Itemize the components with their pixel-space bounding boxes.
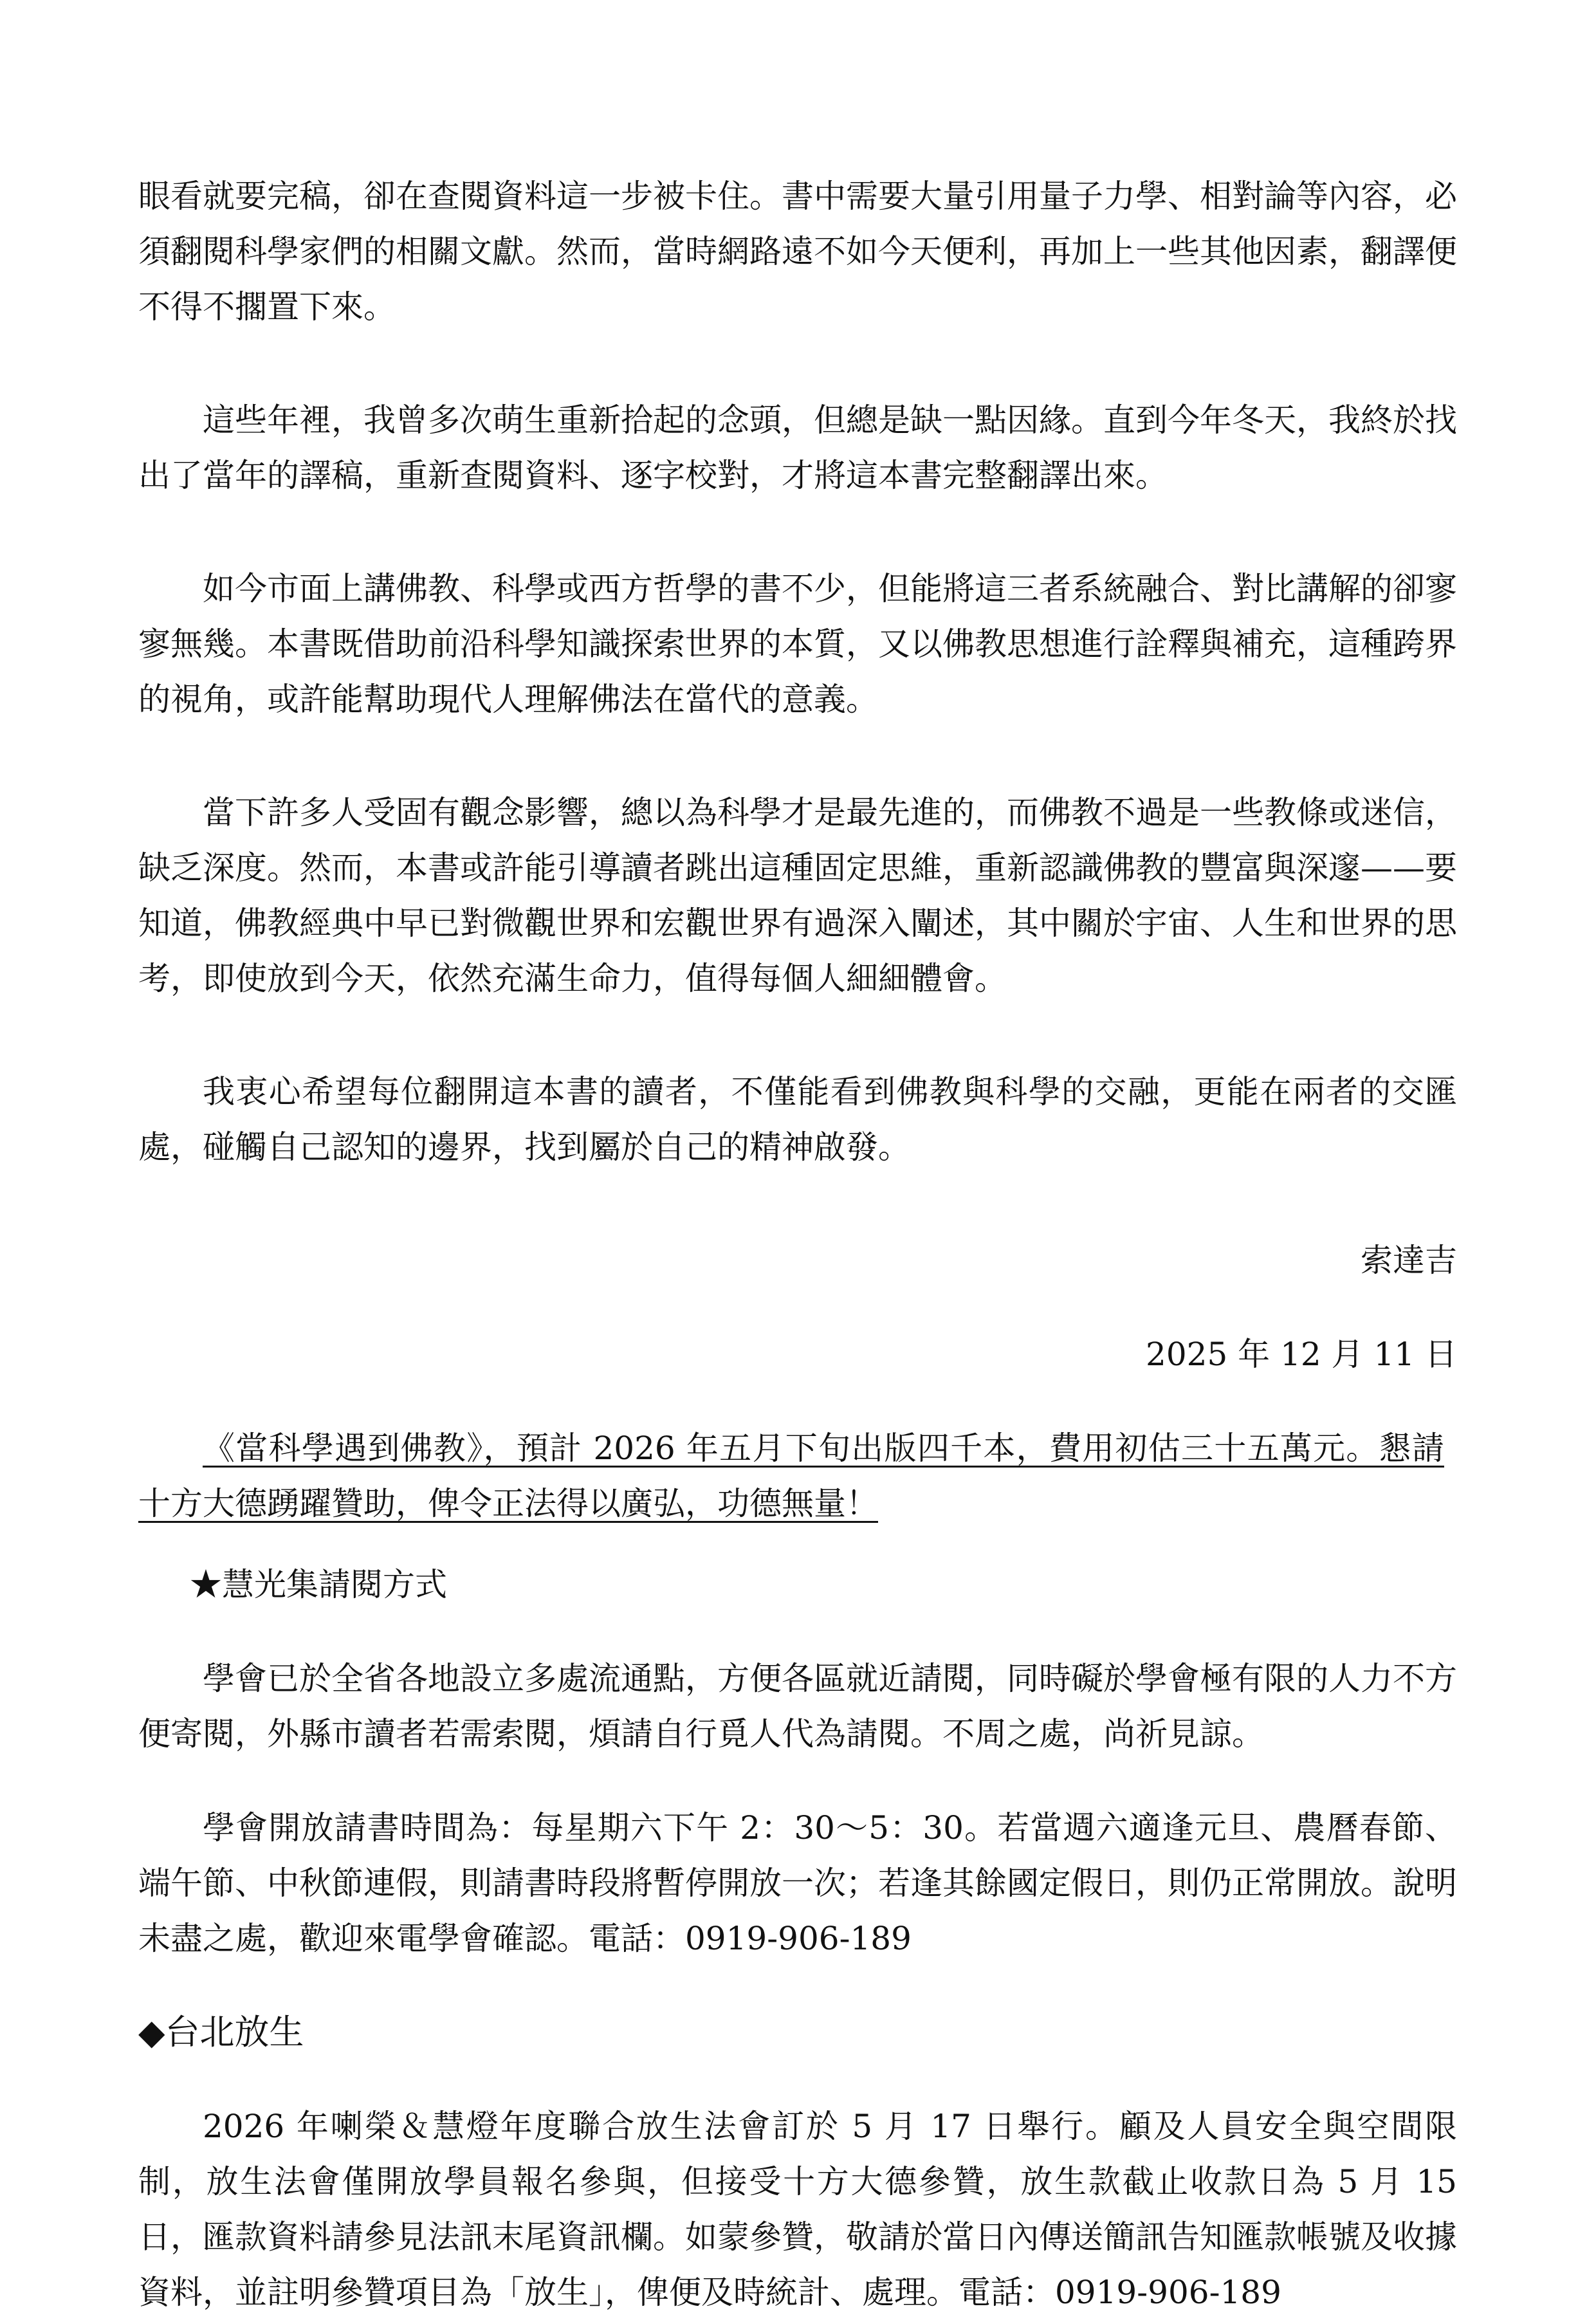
document-page — [138, 169, 1457, 2320]
paragraph-2: 這些年裡，我曾多次萌生重新拾起的念頭，但總是缺一點因緣。直到今年冬天，我終於找出了當年的譯稿，重新查閱資料、逐字校對，才將這本書完整翻譯出來。 — [138, 401, 1457, 494]
section-heading-taipei-release: ◆台北放生 — [138, 2012, 304, 2052]
paragraph-5: 我衷心希望每位翻開這本書的讀者，不僅能看到佛教與科學的交融，更能在兩者的交匯處，碰觸自己認知的邊界，找到屬於自己的精神啟發。 — [138, 1073, 1457, 1166]
publication-notice: 《當科學遇到佛教》，預計 2026 年五月下旬出版四千本，費用初估三十五萬元。懇請十方大德踴躍贊助，俾令正法得以廣弘，功德無量！ — [138, 1430, 1444, 1522]
reading-method-paragraph-1: 學會已於全省各地設立多處流通點，方便各區就近請閱，同時礙於學會極有限的人力不方便寄閱，外縣市讀者若需索閱，煩請自行覓人代為請閱。不周之處，尚祈見諒。 — [138, 1660, 1457, 1753]
date-line: 2025 年 12 月 11 日 — [1146, 1336, 1457, 1373]
reading-method-paragraph-2: 學會開放請書時間為：每星期六下午 2：30～5：30。若當週六適逢元旦、農曆春節、端午節、中秋節連假，則請書時段將暫停開放一次；若逢其餘國定假日，則仍正常開放。說明未盡之處，歡迎來電學會確認。電話：0919-906-189 — [138, 1809, 1457, 1957]
taipei-release-paragraph: 2026 年喇榮＆慧燈年度聯合放生法會訂於 5 月 17 日舉行。顧及人員安全與空間限制，放生法會僅開放學員報名參與，但接受十方大德參贊，放生款截止收款日為 5 月 15 日，匯款資料請參見法訊末尾資訊欄。如蒙參贊，敬請於當日內傳送簡訊告知匯款帳號及收據資料，並註明參贊項目為「放生」，俾便及時統計、處理。電話：0919-906-189 — [138, 2108, 1457, 2311]
paragraph-1: 眼看就要完稿，卻在查閱資料這一步被卡住。書中需要大量引用量子力學、相對論等內容，必須翻閱科學家們的相關文獻。然而，當時網路遠不如今天便利，再加上一些其他因素，翻譯便不得不擱置下來。 — [138, 178, 1457, 326]
signature: 索達吉 — [1361, 1242, 1457, 1279]
paragraph-3: 如今市面上講佛教、科學或西方哲學的書不少，但能將這三者系統融合、對比講解的卻寥寥無幾。本書既借助前沿科學知識探索世界的本質，又以佛教思想進行詮釋與補充，這種跨界的視角，或許能幫助現代人理解佛法在當代的意義。 — [138, 570, 1457, 718]
paragraph-4: 當下許多人受固有觀念影響，總以為科學才是最先進的，而佛教不過是一些教條或迷信，缺乏深度。然而，本書或許能引導讀者跳出這種固定思維，重新認識佛教的豐富與深邃——要知道，佛教經典中早已對微觀世界和宏觀世界有過深入闡述，其中關於宇宙、人生和世界的思考，即使放到今天，依然充滿生命力，值得每個人細細體會。 — [138, 794, 1457, 997]
section-heading-reading-method: ★慧光集請閱方式 — [190, 1566, 447, 1603]
